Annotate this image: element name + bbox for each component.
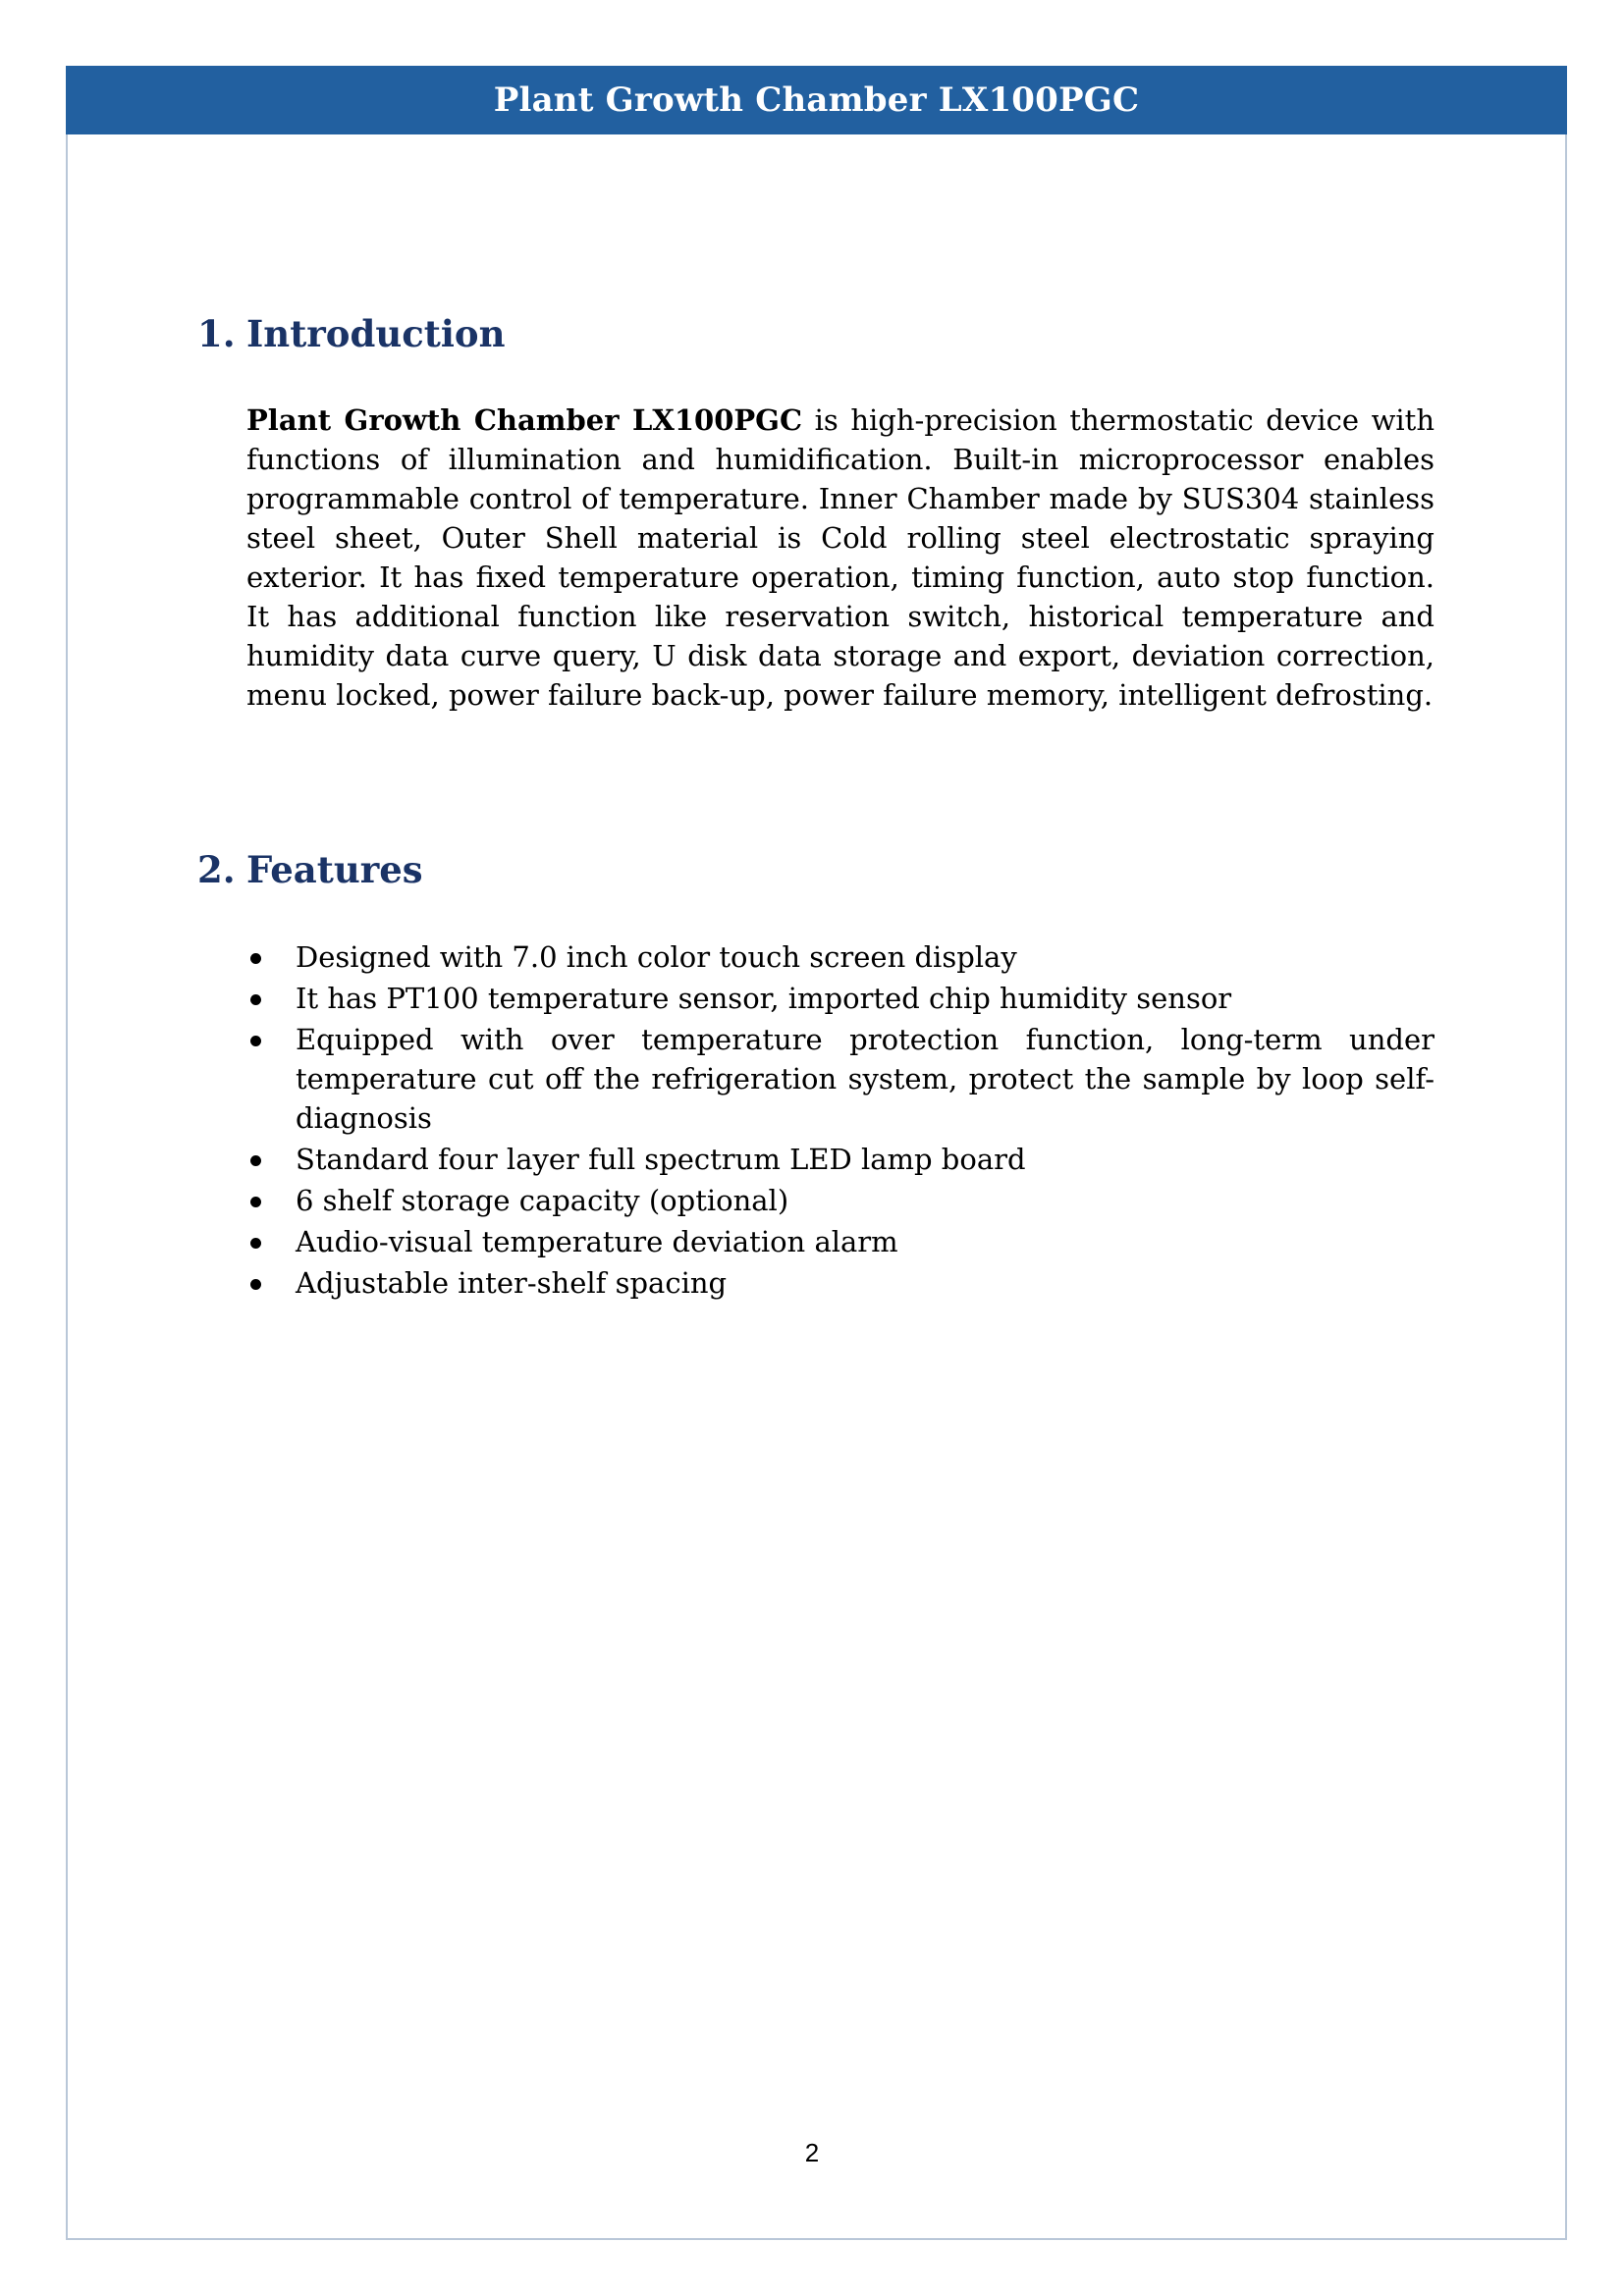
bullet-icon	[250, 1036, 261, 1046]
feature-text: It has PT100 temperature sensor, imported chip humidity sensor	[296, 982, 1232, 1015]
list-item	[246, 1222, 1435, 1261]
bullet-icon	[250, 1197, 261, 1207]
introduction-section	[197, 312, 1435, 355]
introduction-body: is high-precision thermostatic device with functions of illumination and humidification. Built-in microprocessor enables programmable control of temperature. Inner Chamber made by SUS304 stainless steel sheet, Outer Shell material is Cold rolling steel electrostatic spraying exterior. It has fixed temperature operation, timing function, auto stop function. It has additional function like reservation switch, historical temperature and humidity data curve query, U disk data storage and export, deviation correction, menu locked, power failure back-up, power failure memory, intelligent defrosting.	[246, 403, 1435, 712]
bullet-icon	[250, 953, 261, 964]
feature-text: Adjustable inter-shelf spacing	[296, 1266, 728, 1300]
features-heading-text: Features	[246, 848, 423, 891]
introduction-paragraph	[246, 400, 1435, 715]
feature-text: 6 shelf storage capacity (optional)	[296, 1184, 789, 1217]
feature-text: Designed with 7.0 inch color touch screen display	[296, 940, 1017, 974]
bullet-icon	[250, 1238, 261, 1249]
list-item	[246, 937, 1435, 977]
feature-text: Audio-visual temperature deviation alarm	[296, 1225, 898, 1258]
features-list	[246, 937, 1435, 1305]
introduction-number: 1.	[197, 312, 236, 355]
feature-text: Standard four layer full spectrum LED lamp board	[296, 1143, 1026, 1176]
feature-text: Equipped with over temperature protection function, long-term under temperature cut off the refrigeration system, protect the sample by loop self-diagnosis	[296, 1023, 1435, 1135]
product-name-bold: Plant Growth Chamber LX100PGC	[246, 403, 803, 437]
bullet-icon	[250, 1279, 261, 1290]
bullet-icon	[250, 994, 261, 1005]
bullet-icon	[250, 1155, 261, 1166]
features-section	[197, 848, 1435, 891]
list-item	[246, 1263, 1435, 1303]
document-title: Plant Growth Chamber LX100PGC	[493, 80, 1140, 120]
features-number: 2.	[197, 848, 236, 891]
introduction-heading	[197, 312, 1435, 355]
page-number: 2	[804, 2138, 820, 2167]
list-item	[246, 1020, 1435, 1138]
list-item	[246, 1181, 1435, 1220]
features-heading	[197, 848, 1435, 891]
header-bar	[66, 66, 1567, 134]
list-item	[246, 979, 1435, 1018]
list-item	[246, 1140, 1435, 1179]
introduction-heading-text: Introduction	[246, 312, 506, 355]
